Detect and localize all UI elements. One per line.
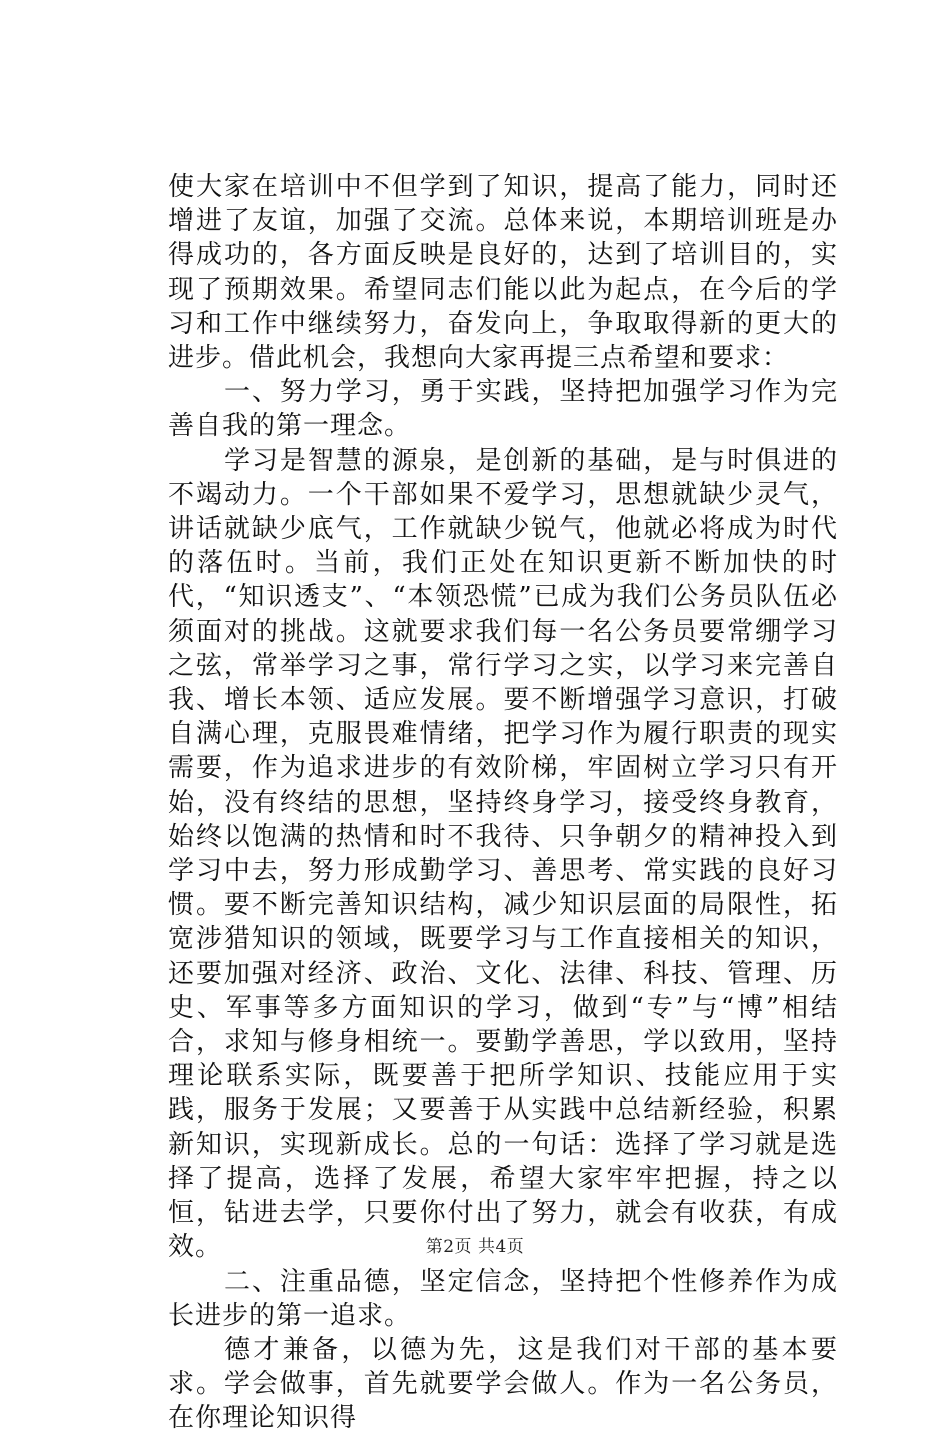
paragraph-continuation: 使大家在培训中不但学到了知识，提高了能力，同时还增进了友谊，加强了交流。总体来说，本期培训班是办得成功的，各方面反映是良好的，达到了培训目的，实现了预期效果。希望同志们能以此为起点，在今后的学习和工作中继续努力，奋发向上，争取取得新的更大的进步。借此机会，我想向大家再提三点希望和要求： <box>168 172 838 374</box>
paragraph-morality: 德才兼备，以德为先，这是我们对干部的基本要求。学会做事，首先就要学会做人。作为一名公务员，在你理论知识得 <box>168 1334 838 1434</box>
section-heading-2: 二、注重品德，坚定信念，坚持把个性修养作为成长进步的第一追求。 <box>168 1266 838 1331</box>
paragraph-learning: 学习是智慧的源泉，是创新的基础，是与时俱进的不竭动力。一个干部如果不爱学习，思想就缺少灵气，讲话就缺少底气，工作就缺少锐气，他就必将成为时代的落伍时。当前，我们正处在知识更新不断加快的时代，“知识透支”、“本领恐慌”已成为我们公务员队伍必须面对的挑战。这就要求我们每一名公务员要常绷学习之弦，常举学习之事，常行学习之实，以学习来完善自我、增长本领、适应发展。要不断增强学习意识，打破自满心理，克服畏难情绪，把学习作为履行职责的现实需要，作为追求进步的有效阶梯，牢固树立学习只有开始，没有终结的思想，坚持终身学习，接受终身教育，始终以饱满的热情和时不我待、只争朝夕的精神投入到学习中去，努力形成勤学习、善思考、常实践的良好习惯。要不断完善知识结构，减少知识层面的局限性，拓宽涉猎知识的领域，既要学习与工作直接相关的知识，还要加强对经济、政治、文化、法律、科技、管理、历史、军事等多方面知识的学习，做到“专”与“博”相结合，求知与修身相统一。要勤学善思，学以致用，坚持理论联系实际，既要善于把所学知识、技能应用于实践，服务于发展；又要善于从实践中总结新经验，积累新知识，实现新成长。总的一句话：选择了学习就是选择了提高，选择了发展，希望大家牢牢把握，持之以恒，钻进去学，只要你付出了努力，就会有收获，有成效。 <box>168 445 838 1263</box>
page-number-footer: 第2页 共4页 <box>425 1237 525 1257</box>
section-heading-1: 一、努力学习，勇于实践，坚持把加强学习作为完善自我的第一理念。 <box>168 377 838 442</box>
